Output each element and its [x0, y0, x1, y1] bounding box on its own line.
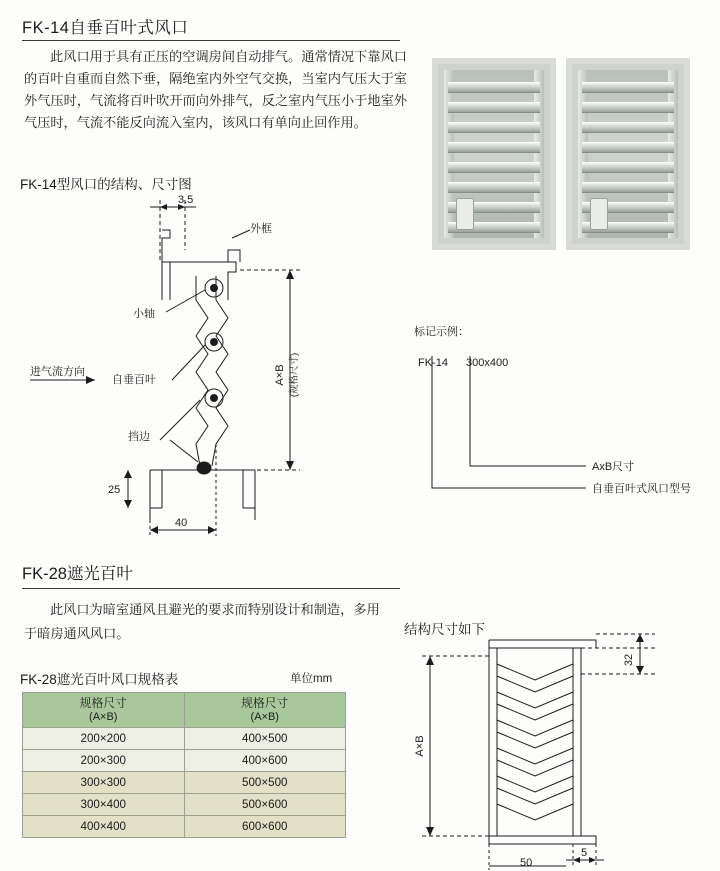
- table-cell: 300×400: [23, 794, 185, 816]
- table-cell: 400×400: [23, 816, 185, 838]
- header-line2-a: (A×B): [89, 711, 118, 723]
- header-line1-a: 规格尺寸: [79, 696, 127, 710]
- dim-a-by-b-note: (规格尺寸): [289, 352, 300, 398]
- structure-title: 结构尺寸如下: [404, 622, 485, 637]
- dim-a-by-b-2: A×B: [414, 735, 426, 757]
- unit-label: 单位mm: [290, 673, 333, 685]
- table-cell: 400×500: [184, 728, 346, 750]
- section1-title: FK-14自垂百叶式风口: [22, 19, 189, 37]
- table-cell: 200×200: [23, 728, 185, 750]
- dim-25: 25: [108, 484, 121, 496]
- section2-paragraph: 此风口为暗室通风且避光的要求而特别设计和制造，多用于暗房通风风口。: [24, 602, 380, 641]
- marking-note-model: 自垂百叶式风口型号: [592, 483, 691, 495]
- table-cell: 600×600: [184, 816, 346, 838]
- marking-size: 300x400: [466, 357, 509, 369]
- marking-title: 标记示例：: [414, 326, 469, 338]
- section2-title: FK-28遮光百叶: [22, 565, 133, 583]
- table-cell: 500×600: [184, 794, 346, 816]
- dim-5: 5: [581, 847, 588, 859]
- table-cell: 200×300: [23, 750, 185, 772]
- label-blade: 自垂百叶: [112, 374, 156, 386]
- marking-note-size: AxB尺寸: [592, 461, 635, 473]
- header-line2-b: (A×B): [250, 711, 279, 723]
- label-small-shaft: 小轴: [133, 308, 155, 320]
- label-outer-frame: 外框: [250, 223, 272, 235]
- dim-32: 32: [623, 653, 635, 667]
- header-line1-b: 规格尺寸: [241, 696, 289, 710]
- table-cell: 300×300: [23, 772, 185, 794]
- marking-code: FK-14: [418, 357, 448, 369]
- table-cell: 500×500: [184, 772, 346, 794]
- section2-table-title: FK-28遮光百叶风口规格表: [20, 672, 179, 687]
- label-airflow: 进气流方向: [30, 366, 85, 378]
- dim-40: 40: [175, 517, 188, 529]
- section1-paragraph: 此风口用于具有正压的空调房间自动排气。通常情况下靠风口的百叶自重而自然下垂，隔绝室内外空气交换，当室内气压大于室外气压时，气流将百叶吹开而向外排气，反之室内气压小于地室外气压时，气流不能反向流入室内，该风口有单向止回作用。: [24, 49, 407, 130]
- dim-50: 50: [520, 857, 533, 869]
- table-cell: 400×600: [184, 750, 346, 772]
- dim-3-5: 3.5: [178, 194, 194, 206]
- label-stop-edge: 挡边: [128, 431, 150, 443]
- dim-a-by-b: A×B: [274, 364, 286, 386]
- section1-subtitle: FK-14型风口的结构、尺寸图: [20, 177, 192, 192]
